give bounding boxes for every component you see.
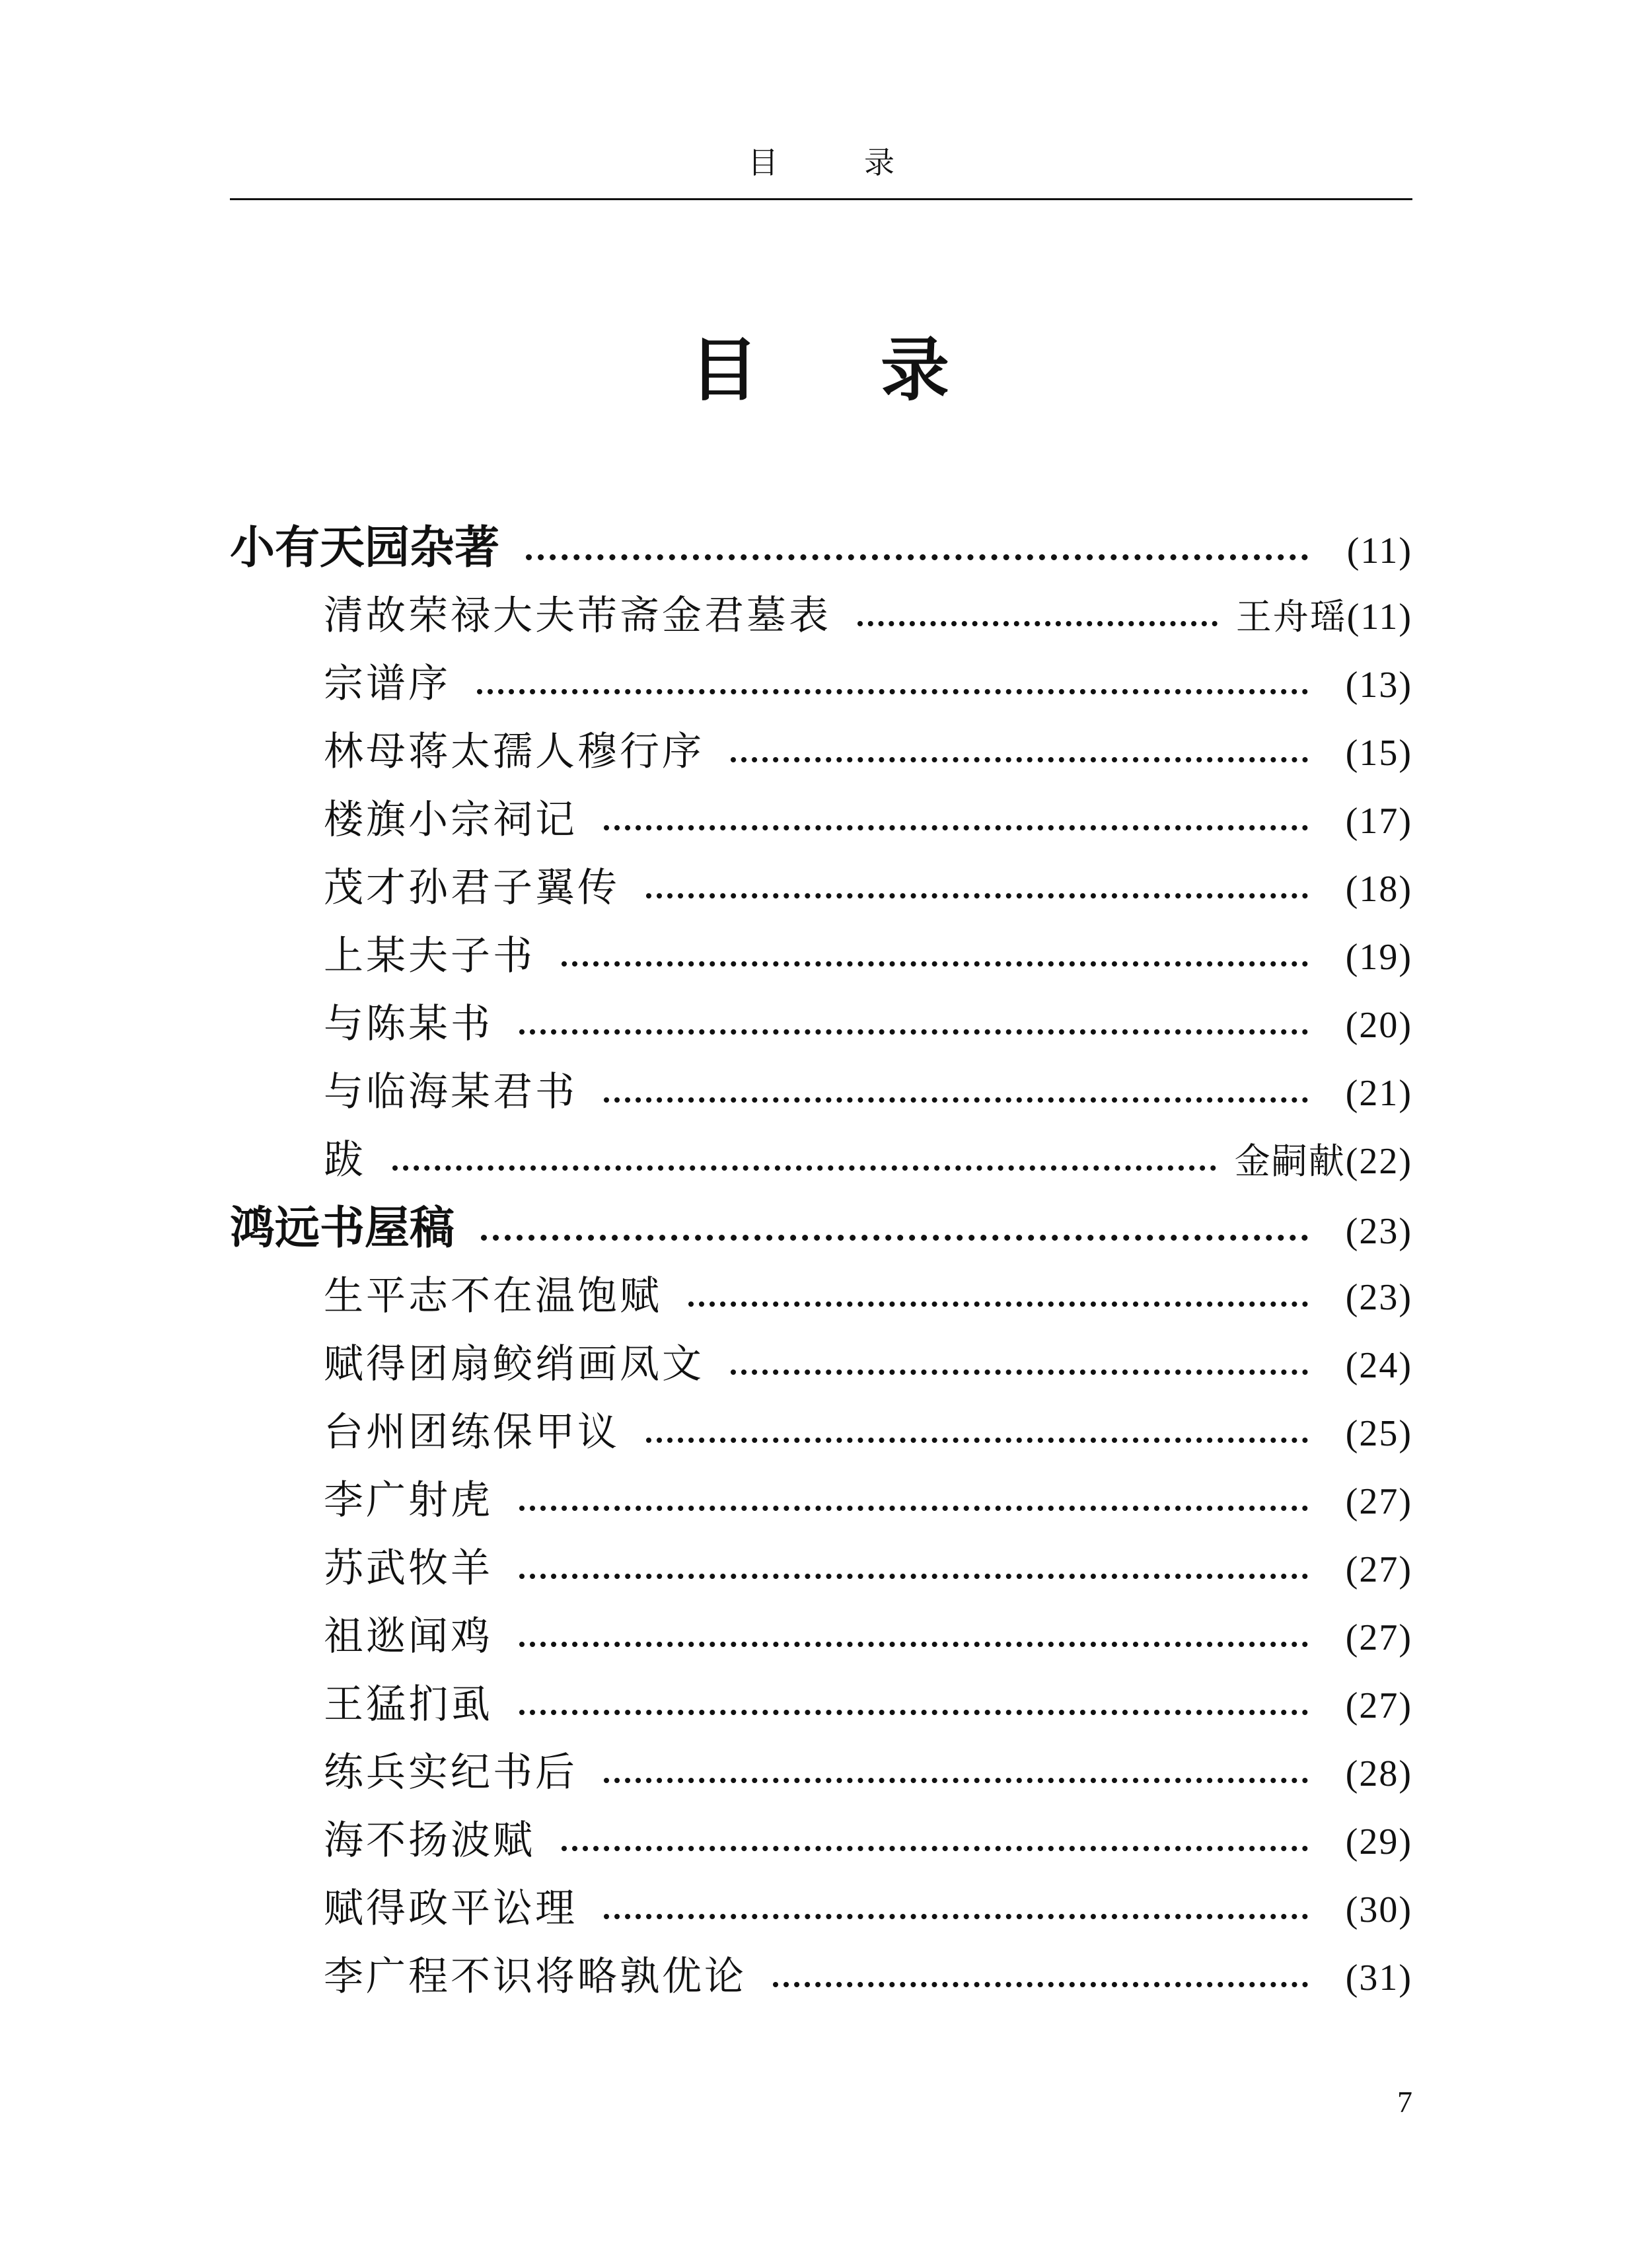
toc-page-number: (18) <box>1345 869 1412 910</box>
toc-entry-row[interactable] <box>230 1807 1412 1875</box>
toc-page-number: (27) <box>1345 1481 1412 1522</box>
toc-entry-title: 海不扬波赋 <box>324 1817 535 1864</box>
dot-leader <box>526 554 1308 560</box>
toc-page-number: (28) <box>1345 1753 1412 1794</box>
toc-entry-title: 王猛扪虱 <box>324 1681 493 1728</box>
dot-leader <box>604 1097 1308 1103</box>
toc-entry-title: 林母蒋太孺人穆行序 <box>324 729 704 775</box>
dot-leader <box>731 757 1308 762</box>
toc-entry-title: 李广程不识将略孰优论 <box>324 1954 747 2000</box>
toc-entry-row[interactable] <box>230 1875 1412 1943</box>
page-number: 7 <box>1397 2085 1412 2119</box>
toc-entry-row[interactable] <box>230 1262 1412 1331</box>
toc-entry-title: 与陈某书 <box>324 1001 493 1047</box>
dot-leader <box>604 1778 1308 1783</box>
toc-entry-row[interactable] <box>230 650 1412 718</box>
toc-entry-title: 赋得政平讼理 <box>324 1885 577 1932</box>
toc-entry-title: 李广射虎 <box>324 1477 493 1523</box>
running-header-left: 目 <box>748 145 778 180</box>
dot-leader <box>519 1029 1308 1035</box>
toc-entry-title: 宗谱序 <box>324 661 451 707</box>
running-header-right: 录 <box>864 145 894 180</box>
toc-entry-author: 王舟瑶 <box>1235 596 1347 638</box>
toc-page-number: (23) <box>1345 1211 1412 1252</box>
toc-page-number: (27) <box>1345 1549 1412 1590</box>
toc-entry-row[interactable] <box>230 1535 1412 1603</box>
toc-entry-row[interactable] <box>230 1671 1412 1739</box>
toc-entry-title: 生平志不在温饱赋 <box>324 1273 662 1319</box>
dot-leader <box>477 689 1308 694</box>
toc-entry-row[interactable] <box>230 1058 1412 1126</box>
toc-page-number: (17) <box>1345 801 1412 842</box>
toc-page-number: (15) <box>1345 733 1412 774</box>
toc-entry-row[interactable] <box>230 582 1412 650</box>
toc-page-number: (23) <box>1345 1277 1412 1318</box>
toc-page-number: (19) <box>1345 937 1412 978</box>
toc-entry-title: 清故荣禄大夫芾斋金君墓表 <box>324 593 831 639</box>
toc-page-number: (31) <box>1345 1957 1412 1998</box>
toc-entry-title: 茂才孙君子翼传 <box>324 865 620 911</box>
dot-leader <box>731 1370 1308 1375</box>
page-title <box>0 324 1639 416</box>
toc-page-number: (20) <box>1345 1005 1412 1046</box>
toc-page-number: (11) <box>1346 530 1412 571</box>
dot-leader <box>519 1506 1308 1511</box>
toc-entry-title: 祖逖闻鸡 <box>324 1613 493 1660</box>
toc-page-number: (13) <box>1345 665 1412 706</box>
dot-leader <box>519 1574 1308 1579</box>
toc-section-row[interactable] <box>230 514 1412 582</box>
toc-page-number: (24) <box>1345 1345 1412 1386</box>
toc-section-row[interactable] <box>230 1194 1412 1262</box>
toc-entry-row[interactable] <box>230 854 1412 922</box>
toc-entry-row[interactable] <box>230 1603 1412 1671</box>
header-rule <box>230 198 1412 200</box>
toc-entry-row[interactable] <box>230 1126 1412 1194</box>
page-title-right: 录 <box>881 330 950 410</box>
toc-entry-row[interactable] <box>230 990 1412 1058</box>
dot-leader <box>562 961 1308 967</box>
toc-entry-row[interactable] <box>230 1467 1412 1535</box>
dot-leader <box>562 1846 1308 1851</box>
toc-entry-row[interactable] <box>230 1331 1412 1399</box>
toc-entry-row[interactable] <box>230 1399 1412 1467</box>
dot-leader <box>519 1710 1308 1715</box>
toc-page-number: (21) <box>1345 1073 1412 1114</box>
table-of-contents <box>230 514 1412 2011</box>
dot-leader <box>646 1438 1308 1443</box>
toc-entry-title: 跋 <box>324 1137 366 1183</box>
toc-page-number: (25) <box>1345 1413 1412 1454</box>
toc-entry-title: 苏武牧羊 <box>324 1545 493 1591</box>
dot-leader <box>857 621 1218 626</box>
toc-entry-title: 楼旗小宗祠记 <box>324 797 577 843</box>
toc-entry-row[interactable] <box>230 1943 1412 2011</box>
toc-section-title: 小有天园杂著 <box>230 522 500 574</box>
page-title-left: 目 <box>689 330 758 410</box>
toc-page-number: (30) <box>1345 1889 1412 1930</box>
toc-entry-row[interactable] <box>230 718 1412 786</box>
toc-section-title: 鸿远书屋稿 <box>230 1202 455 1255</box>
toc-entry-row[interactable] <box>230 786 1412 854</box>
dot-leader <box>604 825 1308 830</box>
toc-entry-author: 金嗣献 <box>1234 1140 1346 1182</box>
toc-entry-title: 与临海某君书 <box>324 1069 577 1115</box>
toc-page-number: (29) <box>1345 1821 1412 1862</box>
toc-entry-row[interactable] <box>230 922 1412 990</box>
toc-entry-title: 赋得团扇鲛绡画凤文 <box>324 1341 704 1387</box>
running-header <box>230 139 1412 182</box>
toc-entry-title: 台州团练保甲议 <box>324 1409 620 1455</box>
toc-page-number: (27) <box>1345 1685 1412 1726</box>
dot-leader <box>773 1982 1308 1987</box>
toc-page-number: (27) <box>1345 1617 1412 1658</box>
dot-leader <box>392 1165 1216 1171</box>
dot-leader <box>481 1235 1308 1241</box>
dot-leader <box>519 1642 1308 1647</box>
toc-page-number: (22) <box>1345 1141 1412 1182</box>
toc-entry-title: 上某夫子书 <box>324 933 535 979</box>
dot-leader <box>646 893 1308 898</box>
dot-leader <box>604 1914 1308 1919</box>
dot-leader <box>688 1301 1308 1307</box>
toc-entry-row[interactable] <box>230 1739 1412 1807</box>
toc-entry-title: 练兵实纪书后 <box>324 1749 577 1796</box>
toc-page-number: (11) <box>1346 597 1412 638</box>
